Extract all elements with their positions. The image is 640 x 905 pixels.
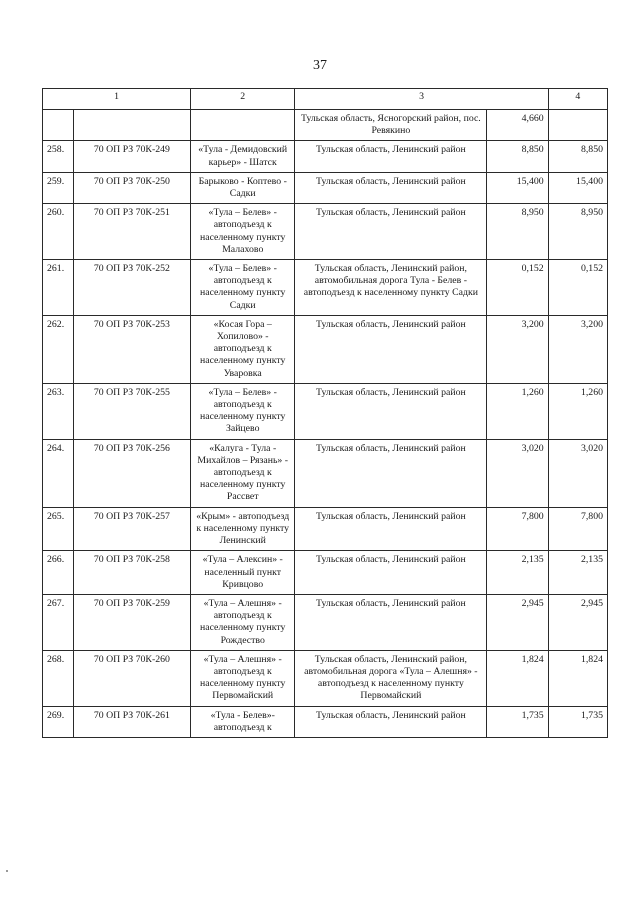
length-total: 0,152 [548,260,607,316]
road-name: Барыково - Коптево - Садки [191,172,295,203]
length-value: 15,400 [487,172,548,203]
length-total: 3,200 [548,315,607,383]
road-name: «Тула – Алешня» - автоподъезд к населенному пункту Рождество [191,594,295,650]
row-number: 258. [43,141,74,172]
road-location: Тульская область, Ленинский район [295,551,487,595]
road-name: «Калуга - Тула - Михайлов – Рязань» - автоподъезд к населенному пункту Рассвет [191,439,295,507]
road-name: «Тула – Белев» - автоподъезд к населенному пункту Садки [191,260,295,316]
road-registry-table [42,88,608,738]
road-location: Тульская область, Ленинский район, автомобильная дорога Тула - Белев - автоподъезд к населенному пункту Садки [295,260,487,316]
length-value: 0,152 [487,260,548,316]
table-row [43,204,608,260]
row-number: 259. [43,172,74,203]
column-header-3: 3 [295,89,548,110]
road-name: «Тула - Белев»- автоподъезд к [191,706,295,737]
road-code: 70 ОП РЗ 70К-255 [73,383,190,439]
column-header-2: 2 [191,89,295,110]
table-row [43,260,608,316]
row-number: 263. [43,383,74,439]
road-location: Тульская область, Ленинский район [295,315,487,383]
road-code [73,110,190,141]
road-code: 70 ОП РЗ 70К-259 [73,594,190,650]
table-row [43,141,608,172]
length-total: 1,260 [548,383,607,439]
length-value: 3,020 [487,439,548,507]
road-name: «Крым» - автоподъезд к населенному пункту Ленинский [191,507,295,551]
row-number: 261. [43,260,74,316]
road-location: Тульская область, Ленинский район [295,383,487,439]
length-total: 15,400 [548,172,607,203]
road-code: 70 ОП РЗ 70К-256 [73,439,190,507]
road-code: 70 ОП РЗ 70К-261 [73,706,190,737]
table-row [43,551,608,595]
length-value: 1,824 [487,650,548,706]
length-value: 3,200 [487,315,548,383]
road-code: 70 ОП РЗ 70К-250 [73,172,190,203]
road-name: «Тула – Белев» - автоподъезд к населенному пункту Зайцево [191,383,295,439]
road-name: «Тула – Белев» - автоподъезд к населенному пункту Малахово [191,204,295,260]
length-total: 1,735 [548,706,607,737]
road-name [191,110,295,141]
scan-mark [6,870,8,872]
row-number: 264. [43,439,74,507]
row-number: 265. [43,507,74,551]
row-number: 266. [43,551,74,595]
road-location: Тульская область, Ленинский район [295,706,487,737]
road-name: «Косая Гора – Хопилово» - автоподъезд к населенному пункту Уваровка [191,315,295,383]
road-location: Тульская область, Ленинский район, автомобильная дорога «Тула – Алешня» - автоподъезд к населенному пункту Первомайский [295,650,487,706]
length-value: 1,735 [487,706,548,737]
length-value: 7,800 [487,507,548,551]
page-number: 37 [313,58,327,73]
table-row [43,706,608,737]
length-total [548,110,607,141]
road-code: 70 ОП РЗ 70К-258 [73,551,190,595]
length-total: 8,850 [548,141,607,172]
road-code: 70 ОП РЗ 70К-257 [73,507,190,551]
length-value: 4,660 [487,110,548,141]
table-row [43,594,608,650]
length-value: 2,945 [487,594,548,650]
road-location: Тульская область, Ленинский район [295,439,487,507]
row-number: 262. [43,315,74,383]
road-location: Тульская область, Ленинский район [295,507,487,551]
table-row [43,110,608,141]
column-header-4: 4 [548,89,607,110]
road-name: «Тула – Алексин» - населенный пункт Кривцово [191,551,295,595]
table-row [43,172,608,203]
road-code: 70 ОП РЗ 70К-249 [73,141,190,172]
table-row [43,650,608,706]
road-code: 70 ОП РЗ 70К-251 [73,204,190,260]
column-header-1: 1 [43,89,191,110]
road-code: 70 ОП РЗ 70К-253 [73,315,190,383]
length-total: 1,824 [548,650,607,706]
length-total: 2,135 [548,551,607,595]
table-row [43,439,608,507]
length-total: 7,800 [548,507,607,551]
road-location: Тульская область, Ленинский район [295,141,487,172]
length-value: 8,850 [487,141,548,172]
row-number [43,110,74,141]
road-location: Тульская область, Ясногорский район, пос. Ревякино [295,110,487,141]
table-header-row [43,89,608,110]
row-number: 260. [43,204,74,260]
road-location: Тульская область, Ленинский район [295,594,487,650]
length-total: 8,950 [548,204,607,260]
road-code: 70 ОП РЗ 70К-252 [73,260,190,316]
row-number: 269. [43,706,74,737]
table-row [43,383,608,439]
road-location: Тульская область, Ленинский район [295,172,487,203]
road-name: «Тула - Демидовский карьер» - Шатск [191,141,295,172]
length-total: 3,020 [548,439,607,507]
table-row [43,507,608,551]
length-value: 1,260 [487,383,548,439]
length-value: 2,135 [487,551,548,595]
length-value: 8,950 [487,204,548,260]
length-total: 2,945 [548,594,607,650]
row-number: 267. [43,594,74,650]
road-code: 70 ОП РЗ 70К-260 [73,650,190,706]
road-location: Тульская область, Ленинский район [295,204,487,260]
road-name: «Тула – Алешня» - автоподъезд к населенному пункту Первомайский [191,650,295,706]
row-number: 268. [43,650,74,706]
table-row [43,315,608,383]
